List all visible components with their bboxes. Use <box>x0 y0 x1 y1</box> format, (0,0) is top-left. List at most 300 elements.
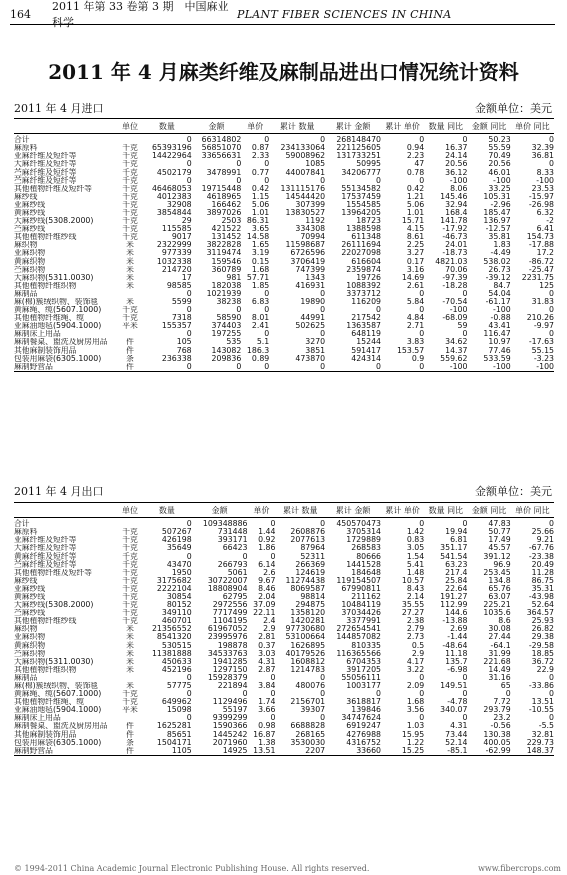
page-number: 164 <box>10 7 31 21</box>
table-cell: 1358120 <box>290 609 326 618</box>
table-cell: 0 <box>549 135 554 145</box>
table-cell: 2.81 <box>258 633 276 642</box>
row-unit: 千克 <box>122 233 138 242</box>
row-label: 麻制品 <box>14 289 38 298</box>
table-cell: 198878 <box>217 641 248 650</box>
table-cell: -100 <box>493 305 511 315</box>
table-cell: 0.92 <box>258 536 276 545</box>
table-cell: 0 <box>376 362 381 371</box>
table-cell: 4316752 <box>346 738 381 747</box>
table-cell: 119154507 <box>336 576 381 585</box>
table-cell: 32908 <box>166 200 192 209</box>
table-row <box>14 144 554 152</box>
table-cell: 2077613 <box>290 536 326 545</box>
row-unit: 千克 <box>122 144 138 153</box>
page-title: 2011 年 4 月麻类纤维及麻制品进出口情况统计资料 <box>48 60 519 84</box>
table-cell: 14544420 <box>285 192 326 201</box>
row-label: 亚麻纱线 <box>14 584 46 593</box>
table-cell: -26.98 <box>528 200 554 209</box>
export-col-header: 金额 <box>192 503 248 518</box>
table-cell: 6.32 <box>536 208 554 217</box>
table-cell: 1.74 <box>258 698 276 707</box>
table-cell: 20.49 <box>531 560 554 569</box>
table-cell: 50.23 <box>488 135 511 145</box>
row-unit: 千克 <box>122 560 138 569</box>
table-cell: 34747624 <box>341 714 381 723</box>
table-row <box>14 233 554 241</box>
table-cell: 0 <box>320 362 326 371</box>
table-cell: 59008962 <box>285 152 326 161</box>
table-cell: 4.31 <box>450 722 468 731</box>
table-cell: 7717499 <box>212 609 248 618</box>
table-cell: 0 <box>320 176 326 185</box>
table-cell: 62795 <box>222 592 248 601</box>
table-cell: 105 <box>176 338 192 347</box>
table-cell: 1388598 <box>346 225 381 234</box>
table-cell: -61.17 <box>485 297 511 306</box>
table-cell: 1441528 <box>346 560 381 569</box>
row-unit: 米 <box>126 265 134 274</box>
table-cell: 0 <box>549 160 554 169</box>
row-unit: 平米 <box>122 322 138 331</box>
table-cell: 0 <box>549 689 554 699</box>
table-cell: 460701 <box>161 617 192 626</box>
table-cell: 0 <box>264 289 270 298</box>
table-cell: 2.33 <box>251 152 270 161</box>
table-cell: 3897026 <box>206 208 242 217</box>
table-cell: 2.71 <box>406 322 425 331</box>
table-row <box>14 355 554 363</box>
table-cell: 35.31 <box>531 584 554 593</box>
table-cell: 125 <box>539 281 554 290</box>
table-cell: 77.46 <box>488 346 511 355</box>
table-cell: 4618965 <box>206 192 242 201</box>
table-cell: 9017 <box>171 233 192 242</box>
table-cell: 22.9 <box>536 665 554 674</box>
row-label: 黄麻织物 <box>14 257 46 266</box>
table-cell: 5.41 <box>406 560 425 569</box>
row-label: 大麻纱线(5308.2000) <box>14 600 94 610</box>
table-cell: 0.42 <box>406 184 425 193</box>
table-cell: 977339 <box>161 249 192 258</box>
table-cell: 2.9 <box>411 649 425 658</box>
row-unit: 米 <box>126 681 134 690</box>
table-row <box>14 274 554 282</box>
table-cell: 32.81 <box>531 730 554 739</box>
table-cell: 0.9 <box>411 354 425 363</box>
table-cell: 0 <box>320 689 326 699</box>
table-cell: 1105 <box>171 746 192 755</box>
table-cell: 450570473 <box>336 519 381 529</box>
row-label: 亚麻油地毡(5904.1000) <box>14 706 102 715</box>
table-cell: 611348 <box>351 233 381 242</box>
row-unit: 千克 <box>122 152 138 161</box>
table-cell: 14.69 <box>401 273 425 282</box>
table-cell: 184648 <box>351 568 381 577</box>
table-cell: 0 <box>236 362 242 371</box>
table-cell: 221.68 <box>483 657 511 666</box>
row-label: 包装用麻袋(6305.1000) <box>14 738 102 747</box>
table-cell: 2.61 <box>406 281 425 290</box>
table-cell: 20.56 <box>445 160 468 169</box>
table-cell: 57.71 <box>246 273 270 282</box>
table-cell: 36.72 <box>531 657 554 666</box>
table-cell: 541.54 <box>440 552 468 561</box>
row-unit: 千克 <box>122 216 138 226</box>
table-cell: 0 <box>462 689 468 699</box>
row-label: 亚麻织物 <box>14 633 46 642</box>
table-cell: 0 <box>186 552 192 561</box>
table-cell: -0.56 <box>490 722 511 731</box>
table-cell: 55197 <box>222 706 248 715</box>
row-unit: 千克 <box>122 160 138 169</box>
table-cell: 80152 <box>166 600 192 610</box>
row-unit: 千克 <box>122 617 138 626</box>
table-cell: 33.25 <box>488 184 511 193</box>
row-label: 麻(棉)簇绒织物、装饰毯 <box>14 297 99 306</box>
table-cell: 0 <box>264 135 270 145</box>
table-cell: 0 <box>419 135 425 145</box>
table-cell: 1021939 <box>206 289 242 298</box>
row-unit: 千克 <box>122 536 138 545</box>
table-cell: 1343 <box>305 273 326 282</box>
table-cell: 0 <box>236 176 242 185</box>
table-cell: -100 <box>536 176 554 185</box>
table-cell: 2.14 <box>406 592 425 601</box>
table-cell: 538.02 <box>483 257 511 266</box>
table-row <box>14 241 554 249</box>
table-cell: 0 <box>419 176 425 185</box>
table-cell: -12.57 <box>485 225 511 234</box>
table-cell: 4012383 <box>156 192 192 201</box>
table-cell: 70994 <box>300 233 326 242</box>
table-cell: 63.07 <box>488 592 511 601</box>
row-label: 亚麻织物 <box>14 249 46 258</box>
table-cell: 3.65 <box>251 225 270 234</box>
row-unit: 米 <box>126 249 134 258</box>
table-cell: -68.09 <box>442 314 468 323</box>
table-row <box>14 257 554 265</box>
table-cell: 3.56 <box>406 706 425 715</box>
table-cell: 46468053 <box>151 184 192 193</box>
row-label: 苎麻纤维及短纤等 <box>14 560 77 569</box>
table-cell: 73.44 <box>445 730 468 739</box>
table-cell: -100 <box>449 305 468 315</box>
import-col-header: 累计 金额 <box>325 119 381 134</box>
table-cell: 4.15 <box>406 225 425 234</box>
table-cell: 2359874 <box>346 265 381 274</box>
table-cell: 130.38 <box>483 730 511 739</box>
table-row <box>14 722 554 730</box>
table-cell: 45.57 <box>488 544 511 553</box>
row-unit: 千克 <box>122 584 138 593</box>
table-cell: 2.04 <box>258 592 276 601</box>
table-cell: 0.83 <box>406 536 425 545</box>
table-row <box>14 633 554 641</box>
table-cell: 0 <box>186 160 192 169</box>
table-cell: 8.06 <box>450 184 468 193</box>
table-cell: 19.94 <box>445 528 468 537</box>
table-cell: 421522 <box>211 225 242 234</box>
table-cell: -1.44 <box>447 633 468 642</box>
table-cell: 234133064 <box>280 144 326 153</box>
row-label: 大麻织物(5311.0030) <box>14 273 94 282</box>
row-label: 麻原料 <box>14 144 38 153</box>
table-cell: 2.38 <box>406 617 425 626</box>
row-label: 其他植物纤维织物 <box>14 665 77 674</box>
import-col-header: 累计 单价 <box>381 119 424 134</box>
table-cell: -64.1 <box>490 641 511 650</box>
table-row <box>14 363 554 372</box>
row-unit <box>118 714 142 722</box>
table-row <box>14 225 554 233</box>
table-cell: 134.8 <box>488 576 511 585</box>
table-cell: -29.58 <box>528 641 554 650</box>
table-cell: 34206777 <box>341 168 381 177</box>
row-label: 麻原料 <box>14 528 38 537</box>
row-unit: 件 <box>126 746 134 755</box>
table-cell: 1088392 <box>346 281 381 290</box>
row-label: 其他植物纤维及短纤等 <box>14 568 92 577</box>
table-cell: 33660 <box>356 746 381 755</box>
table-cell: 364.57 <box>526 609 554 618</box>
table-cell: 168.4 <box>445 208 468 217</box>
row-label: 合计 <box>14 135 30 145</box>
table-cell: 8.43 <box>406 584 425 593</box>
table-cell: -25.47 <box>528 265 554 274</box>
table-cell: 35.55 <box>401 600 425 610</box>
table-cell: 0 <box>320 714 326 723</box>
table-cell: -100 <box>449 176 468 185</box>
table-cell: 97730680 <box>285 625 326 634</box>
table-cell: 294875 <box>295 600 326 610</box>
row-unit: 米 <box>126 665 134 674</box>
table-cell: 0 <box>549 519 554 529</box>
table-cell: 0 <box>376 689 381 699</box>
row-label: 黄麻绳、缆(5607.1000) <box>14 305 102 315</box>
table-cell: -13.88 <box>442 617 468 626</box>
table-cell: 84.7 <box>493 281 511 290</box>
import-col-header: 金额 <box>192 119 242 134</box>
row-unit: 件 <box>126 338 134 347</box>
export-col-header: 数量 同比 <box>424 503 467 518</box>
row-unit <box>118 330 142 338</box>
export-section-header <box>14 483 554 499</box>
table-cell: 4276988 <box>346 730 381 739</box>
row-label: 大麻织物(5311.0030) <box>14 657 94 666</box>
table-cell: 0 <box>186 519 192 529</box>
table-cell: 19726 <box>356 273 381 282</box>
table-cell: 9.21 <box>536 536 554 545</box>
table-cell: 11381888 <box>151 649 192 658</box>
table-cell: 25.93 <box>531 617 554 626</box>
table-cell: 4.84 <box>406 314 425 323</box>
table-cell: 0 <box>462 519 468 529</box>
journal-name: 2011 年第 33 卷第 3 期 中国麻业科学 <box>52 0 229 29</box>
row-label: 麻织物 <box>14 625 38 634</box>
table-cell: 1.15 <box>251 192 270 201</box>
table-cell: 0 <box>462 714 468 723</box>
row-unit: 件 <box>126 722 134 731</box>
table-cell: 0 <box>236 160 242 169</box>
row-unit: 千克 <box>122 176 138 185</box>
table-cell: 145.46 <box>440 192 468 201</box>
table-cell: 9399299 <box>212 714 248 723</box>
table-cell: 30722007 <box>207 576 248 585</box>
table-cell: 0 <box>242 689 248 699</box>
table-cell: 0 <box>549 673 554 682</box>
table-cell: 25.66 <box>531 528 554 537</box>
table-cell: 53100664 <box>285 633 326 642</box>
table-cell: 2156701 <box>290 698 326 707</box>
table-cell: 3.16 <box>406 265 425 274</box>
export-table-body <box>14 518 554 756</box>
table-row <box>14 201 554 209</box>
table-cell: 14.49 <box>488 665 511 674</box>
row-label: 其他植物纤维纱线 <box>14 233 77 242</box>
table-cell: 0 <box>320 289 326 298</box>
table-cell: 27.27 <box>401 609 425 618</box>
export-label: 2011 年 4 月出口 <box>14 485 104 498</box>
table-cell: 1554585 <box>346 200 381 209</box>
table-cell: 154.73 <box>526 233 554 242</box>
table-cell: 65 <box>500 681 511 690</box>
table-cell: 7318 <box>171 314 192 323</box>
table-cell: 1626895 <box>290 641 326 650</box>
table-cell: 3851 <box>305 346 326 355</box>
row-unit: 条 <box>126 354 134 363</box>
table-row <box>14 544 554 552</box>
table-row <box>14 290 554 298</box>
row-unit: 条 <box>126 738 134 747</box>
row-unit: 千克 <box>122 544 138 553</box>
table-cell: 0 <box>270 689 276 699</box>
table-cell: 15.25 <box>401 746 425 755</box>
table-cell: 3.19 <box>251 249 270 258</box>
table-cell: 3.83 <box>406 338 425 347</box>
row-unit: 米 <box>126 281 134 290</box>
table-cell: 6.81 <box>450 536 468 545</box>
table-cell: 32.94 <box>445 200 468 209</box>
export-col-header: 累计 单价 <box>381 503 424 518</box>
table-cell: 141.78 <box>440 216 468 226</box>
table-cell: 340.07 <box>440 706 468 715</box>
row-label: 其他麻制装饰用品 <box>14 730 77 739</box>
table-cell: 15.95 <box>401 730 425 739</box>
table-row <box>14 617 554 625</box>
table-cell: 16.37 <box>445 144 468 153</box>
table-cell: 217.4 <box>445 568 468 577</box>
table-cell: 166462 <box>211 200 242 209</box>
table-cell: -6.98 <box>447 665 468 674</box>
table-cell: 1.03 <box>406 722 425 731</box>
table-cell: 50995 <box>356 160 381 169</box>
export-table <box>14 502 554 756</box>
table-cell: 4.31 <box>258 657 276 666</box>
row-unit: 件 <box>126 346 134 355</box>
table-cell: 18808904 <box>207 584 248 593</box>
table-cell: 13.51 <box>531 698 554 707</box>
table-cell: 981 <box>226 273 242 282</box>
table-cell: 1.42 <box>406 528 425 537</box>
table-cell: 25.84 <box>445 576 468 585</box>
table-cell: 1104195 <box>212 617 248 626</box>
row-unit: 米 <box>126 633 134 642</box>
row-unit: 千克 <box>122 184 138 193</box>
table-cell: 43470 <box>166 560 192 569</box>
row-unit: 件 <box>126 730 134 739</box>
table-row <box>14 217 554 225</box>
table-cell: 43.41 <box>488 322 511 331</box>
table-cell: 0 <box>186 330 192 339</box>
table-cell: 36.81 <box>531 152 554 161</box>
table-cell: -48.64 <box>442 641 468 650</box>
table-cell: 11598687 <box>285 241 326 250</box>
table-cell: 3705314 <box>346 528 381 537</box>
table-cell: 59 <box>457 322 468 331</box>
table-cell: 67990811 <box>341 584 381 593</box>
table-row <box>14 609 554 617</box>
table-cell: 182038 <box>211 281 242 290</box>
table-cell: 1.65 <box>251 241 270 250</box>
table-cell: -17.88 <box>528 241 554 250</box>
table-cell: 39307 <box>300 706 326 715</box>
table-cell: 1.48 <box>406 568 425 577</box>
table-cell: 61967052 <box>207 625 248 634</box>
table-cell: 1420281 <box>290 617 326 626</box>
table-row <box>14 314 554 322</box>
table-cell: 2.79 <box>406 625 425 634</box>
row-unit: 千克 <box>122 592 138 601</box>
table-cell: 29 <box>181 216 192 226</box>
table-cell: 36.12 <box>445 168 468 177</box>
row-unit <box>118 518 142 529</box>
table-cell: 144857082 <box>336 633 381 642</box>
table-cell: 0 <box>186 362 192 371</box>
table-cell: 31.16 <box>488 673 511 682</box>
table-cell: 6919247 <box>346 722 381 731</box>
table-cell: 3.05 <box>406 544 425 553</box>
row-unit: 千克 <box>122 576 138 585</box>
row-unit: 千克 <box>122 314 138 323</box>
import-col-header: 单位 <box>118 119 142 134</box>
table-cell: 0 <box>186 689 192 699</box>
table-cell: 1.54 <box>406 552 425 561</box>
table-cell: 0 <box>186 673 192 682</box>
table-cell: 0 <box>186 289 192 298</box>
table-cell: 1.22 <box>406 738 425 747</box>
row-unit <box>118 134 142 145</box>
table-cell: 507267 <box>161 528 192 537</box>
table-cell: 13830527 <box>285 208 326 217</box>
table-cell: 1.01 <box>406 208 425 217</box>
row-unit: 米 <box>126 297 134 306</box>
table-cell: 47 <box>414 160 425 169</box>
table-cell: 480076 <box>295 681 326 690</box>
row-label: 苎麻纱线 <box>14 225 46 234</box>
table-cell: 1214783 <box>290 665 326 674</box>
table-cell: 3530030 <box>290 738 326 747</box>
table-cell: 155357 <box>161 322 192 331</box>
table-cell: 13964205 <box>341 208 381 217</box>
table-cell: 0 <box>549 330 554 339</box>
table-cell: 1950 <box>171 568 192 577</box>
table-cell: 131452 <box>211 233 242 242</box>
table-cell: 8.01 <box>251 314 270 323</box>
table-cell: 4502179 <box>156 168 192 177</box>
table-cell: 139846 <box>351 706 381 715</box>
row-unit: 千克 <box>122 305 138 315</box>
